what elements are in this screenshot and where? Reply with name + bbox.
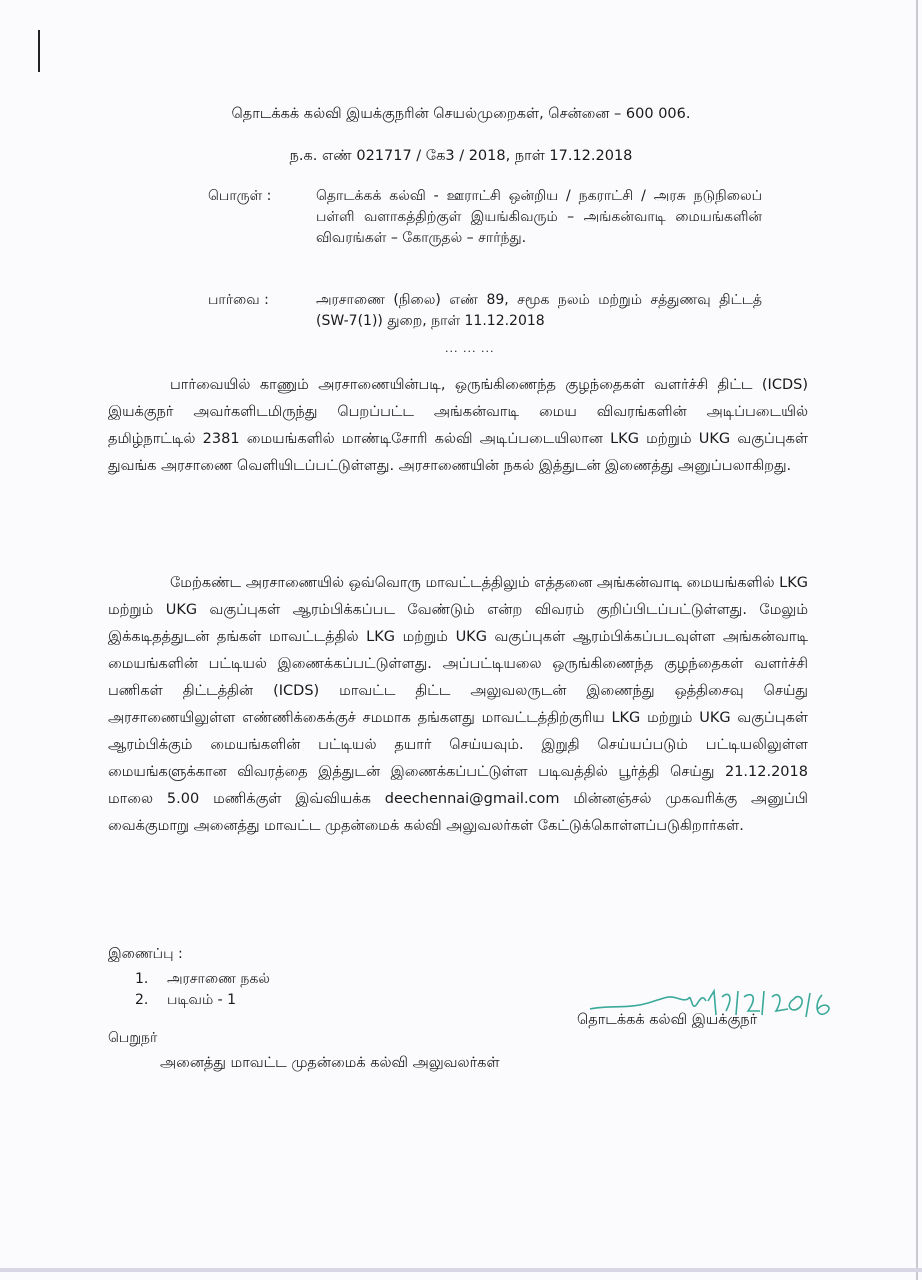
- office-heading: தொடக்கக் கல்வி இயக்குநரின் செயல்முறைகள், சென்னை – 600 006.: [231, 106, 691, 122]
- reference-label: பார்வை :: [208, 292, 269, 308]
- body-paragraph-2: [108, 570, 808, 840]
- subject-section: [208, 186, 762, 249]
- enclosure-item: [135, 992, 236, 1010]
- page-edge: [916, 0, 918, 1280]
- enclosure-number: 2.: [135, 992, 149, 1008]
- reference-section: [208, 290, 762, 332]
- body-paragraph-1: [108, 372, 808, 480]
- page-bottom-edge: [0, 1268, 922, 1272]
- enclosures-title: இணைப்பு :: [108, 946, 183, 962]
- recipient-label: பெறுநர்: [108, 1030, 158, 1046]
- enclosure-item: [135, 971, 270, 989]
- enclosure-text: படிவம் - 1: [167, 992, 237, 1008]
- separator-dots: ... ... ...: [445, 342, 495, 355]
- body-paragraph-2-text: மேற்கண்ட அரசாணையில் ஒவ்வொரு மாவட்டத்திலும் எத்தனை அங்கன்வாடி மையங்களில் LKG மற்றும் UKG வகுப்புகள் ஆரம்பிக்கப்பட வேண்டும் என்ற விவரம் குறிப்பிடப்பட்டுள்ளது. மேலும் இக்கடிதத்துடன் தங்கள் மாவட்டத்தில் LKG மற்றும் UKG வகுப்புகள் ஆரம்பிக்கப்படவுள்ள அங்கன்வாடி மையங்களின் பட்டியல் இணைக்கப்பட்டுள்ளது. அப்பட்டியலை ஒருங்கிணைந்த குழந்தைகள் வளர்ச்சி பணிகள் திட்டத்தின் (ICDS) மாவட்ட திட்ட அலுவலருடன் இணைந்து ஒத்திசைவு செய்து அரசாணையிலுள்ள எண்ணிக்கைக்குச் சமமாக தங்களது மாவட்டத்திற்குரிய LKG மற்றும் UKG வகுப்புகள் ஆரம்பிக்கும் மையங்களின் பட்டியல் தயார் செய்யவும். இறுதி செய்யப்படும் பட்டியலிலுள்ள மையங்களுக்கான விவரத்தை இத்துடன் இணைக்கப்பட்டுள்ள படிவத்தில் பூர்த்தி செய்து 21.12.2018 மாலை 5.00 மணிக்குள் இவ்வியக்க deechennai@gmail.com மின்னஞ்சல் முகவரிக்கு அனுப்பி வைக்குமாறு அனைத்து மாவட்ட முதன்மைக் கல்வி அலுவலர்கள் கேட்டுக்கொள்ளப்படுகிறார்கள்.: [108, 575, 808, 834]
- subject-label: பொருள் :: [208, 188, 272, 204]
- enclosure-number: 1.: [135, 971, 149, 987]
- margin-mark: [38, 30, 40, 72]
- signatory-title: தொடக்கக் கல்வி இயக்குநர்: [577, 1012, 758, 1028]
- enclosure-text: அரசாணை நகல்: [167, 971, 270, 987]
- body-paragraph-1-text: பார்வையில் காணும் அரசாணையின்படி, ஒருங்கிணைந்த குழந்தைகள் வளர்ச்சி திட்ட (ICDS) இயக்குநர் அவர்களிடமிருந்து பெறப்பட்ட அங்கன்வாடி மைய விவரங்களின் அடிப்படையில் தமிழ்நாட்டில் 2381 மையங்களில் மாண்டிசோரி கல்வி அடிப்படையிலான LKG மற்றும் UKG வகுப்புகள் துவங்க அரசாணை வெளியிடப்பட்டுள்ளது. அரசாணையின் நகல் இத்துடன் இணைத்து அனுப்பலாகிறது.: [108, 377, 808, 474]
- subject-text: தொடக்கக் கல்வி - ஊராட்சி ஒன்றிய / நகராட்சி / அரசு நடுநிலைப் பள்ளி வளாகத்திற்குள் இயங்கிவரும் – அங்கன்வாடி மையங்களின் விவரங்கள் – கோருதல் – சார்ந்து.: [316, 188, 762, 246]
- reference-text: அரசாணை (நிலை) எண் 89, சமூக நலம் மற்றும் சத்துணவு திட்டத் (SW-7(1)) துறை, நாள் 11.12.2018: [316, 292, 762, 329]
- reference-number: ந.க. எண் 021717 / கே3 / 2018, நாள் 17.12.2018: [289, 148, 633, 164]
- recipient-text: அனைத்து மாவட்ட முதன்மைக் கல்வி அலுவலர்கள்: [160, 1055, 500, 1071]
